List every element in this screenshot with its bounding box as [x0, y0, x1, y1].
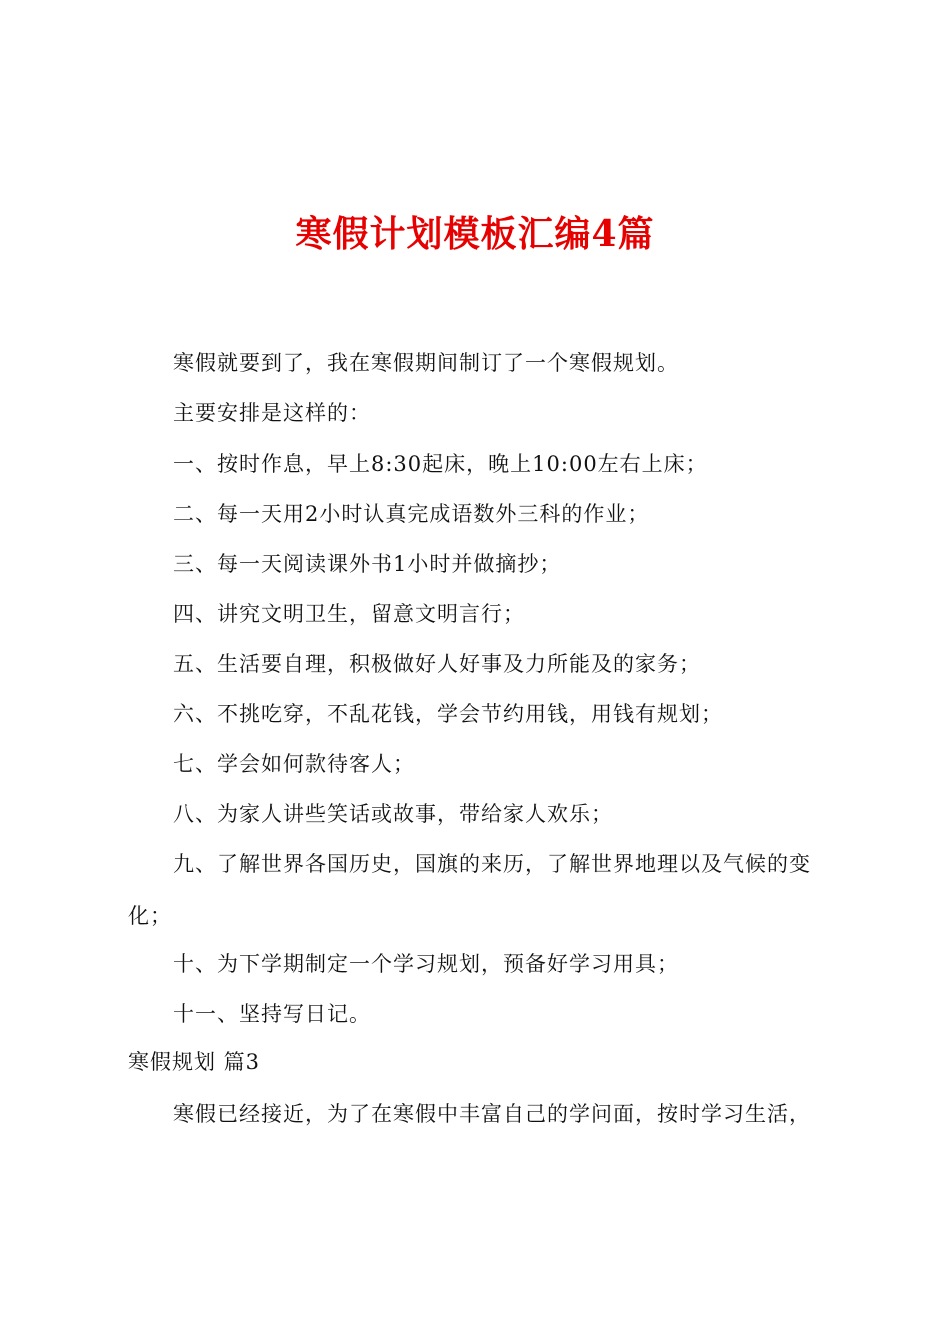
closing-paragraph: 寒假已经接近，为了在寒假中丰富自己的学问面，按时学习生活， [173, 1102, 811, 1126]
list-item-8: 八、为家人讲些笑话或故事，带给家人欢乐； [173, 802, 613, 826]
list-item-6: 六、不挑吃穿，不乱花钱，学会节约用钱，用钱有规划； [173, 702, 723, 726]
list-item-1: 一、按时作息，早上8:30起床，晚上10:00左右上床； [173, 452, 708, 476]
list-item-4: 四、讲究文明卫生，留意文明言行； [173, 602, 525, 626]
document-title: 寒假计划模板汇编4篇 [295, 213, 655, 255]
list-item-3: 三、每一天阅读课外书1小时并做摘抄； [173, 552, 562, 576]
paragraph-intro: 寒假就要到了，我在寒假期间制订了一个寒假规划。 [173, 351, 679, 375]
list-item-5: 五、生活要自理，积极做好人好事及力所能及的家务； [173, 652, 701, 676]
section-heading: 寒假规划 篇3 [128, 1050, 261, 1074]
list-item-11: 十一、坚持写日记。 [173, 1002, 371, 1026]
list-item-9: 九、了解世界各国历史，国旗的来历，了解世界地理以及气候的变化； [128, 852, 811, 928]
paragraph-arrangement: 主要安排是这样的： [173, 401, 371, 425]
list-item-2: 二、每一天用2小时认真完成语数外三科的作业； [173, 502, 650, 526]
list-item-7: 七、学会如何款待客人； [173, 752, 415, 776]
list-item-10: 十、为下学期制定一个学习规划，预备好学习用具； [173, 952, 679, 976]
